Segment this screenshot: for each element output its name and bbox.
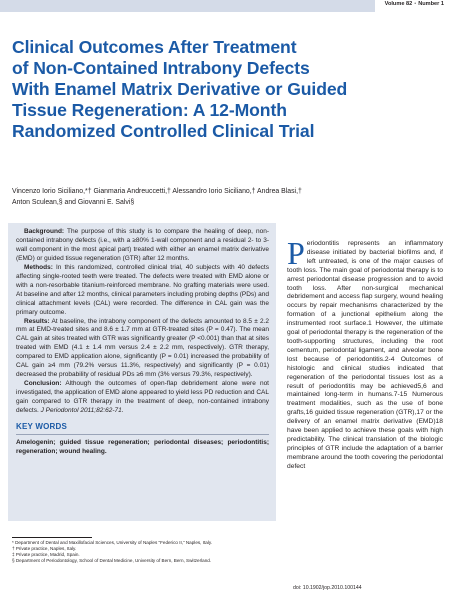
- author-line: Vincenzo Iorio Siciliano,*† Gianmaria Andreuccetti,† Alessandro Iorio Siciliano,† Andrea Blasi,†: [12, 188, 302, 195]
- title-line: Randomized Controlled Clinical Trial: [12, 121, 315, 141]
- methods-label: Methods:: [24, 263, 53, 271]
- article-title: [12, 37, 444, 142]
- number-label: Number 1: [418, 1, 444, 7]
- abstract-methods: [16, 264, 269, 318]
- conclusion-text: Although the outcomes of open-flap debridement alone were not investigated, the application of EMD alone appeared to yield less PD reduction and CAL gain compared to GTR therapy in the treatment of deep, non-contained intrabony defects.: [16, 380, 269, 415]
- keywords-text: Amelogenin; guided tissue regeneration; periodontal diseases; periodontitis; regeneration; wound healing.: [16, 438, 269, 455]
- footnote: † Private practice, Naples, Italy.: [12, 545, 77, 551]
- title-line: Tissue Regeneration: A 12-Month: [12, 100, 287, 120]
- background-text: The purpose of this study is to compare the healing of deep, non-contained intrabony defects (i.e., with a ≥80% 1-wall component and a residual 2- to 3-wall component in the most apical part) treated with either an enamel matrix derivative (EMD) or guided tissue regeneration (GTR) after 12 months.: [16, 228, 269, 262]
- abstract-background: [16, 228, 269, 264]
- results-label: Results:: [24, 317, 50, 325]
- footnote: ‡ Private practice, Madrid, Spain.: [12, 552, 80, 557]
- title-line: Clinical Outcomes After Treatment: [12, 37, 297, 57]
- keywords-heading: KEY WORDS: [16, 422, 67, 432]
- volume-number: [385, 1, 444, 7]
- title-line: of Non-Contained Intrabony Defects: [12, 58, 310, 78]
- journal-header-bar: [0, 0, 449, 12]
- footnote: § Department of Periodontology, School of Dental Medicine, University of Bern, Bern, Switzerland.: [12, 558, 212, 564]
- methods-text: In this randomized, controlled clinical trial, 40 subjects with 40 defects affecting single-rooted teeth were treated. The defects were treated with EMD alone or with a non-resorbable titanium-reinforced membrane. No grafting materials were used. At baseline and after 12 months, clinical parameters including probing depths (PDs) and clinical attachment levels (CAL) were recorded. The difference in CAL gain was the primary outcome.: [16, 263, 269, 316]
- citation: J Periodontol 2011;82:62-71.: [40, 407, 124, 415]
- keywords-divider: [16, 434, 269, 435]
- doi-label[interactable]: doi: 10.1902/jop.2010.100144: [293, 585, 362, 591]
- background-label: Background:: [24, 228, 65, 235]
- conclusion-label: Conclusion:: [24, 380, 62, 388]
- abstract-conclusion: [16, 380, 269, 416]
- volume-separator: •: [414, 1, 417, 7]
- volume-label: Volume 82: [384, 1, 413, 7]
- title-line: With Enamel Matrix Derivative or Guided: [12, 79, 348, 99]
- footnote-divider: [12, 537, 92, 538]
- author-list: [12, 186, 444, 208]
- drop-cap: P: [287, 235, 305, 271]
- footnote: * Department of Dental and Maxillofacial Sciences, University of Naples “Federico II,” Naples, Italy.: [12, 539, 213, 545]
- header-color-band: [0, 0, 375, 12]
- body-text: eriodontitis represents an inflammatory disease initiated by bacterial biofilms and, if left untreated, is one of the major causes of tooth loss. The main goal of periodontal therapy is to arrest periodontal disease progression and to avoid tooth loss. After non-surgical mechanical debridement and access flap surgery, wound healing occurs by repair mechanisms characterized by the formation of a junctional epithelium along the instrumented root surface.1 However, the ultimate goal of periodontal therapy is the regeneration of the tooth-supporting structures, including the root cementum, periodontal ligament, and alveolar bone lost because of periodontitis.2-4 Outcomes of histologic and clinical studies indicated that regeneration of the periodontal tissues lost as a result of periodontitis may be achieved5,6 and maintained long-term in humans.7-15 Numerous treatment modalities, such as the use of bone grafts,16 guided tissue regeneration (GTR),17 or the delivery of an enamel matrix derivative (EMD)18 have been applied to achieve these goals with high predictability. The clinical translation of the biologic principles of GTR include the adaptation of a barrier membrane around the tooth covering the periodontal defect: [287, 240, 444, 470]
- abstract-box: [8, 223, 276, 521]
- results-text: At baseline, the intrabony component of the defects amounted to 8.5 ± 2.2 mm at EMD-treated sites and 8.6 ± 1.7 mm at GTR-treated sites (P = 0.47). The mean CAL gain at sites treated with GTR was significantly greater (P <0.001) than that at sites treated with EMD (4.1 ± 1.4 mm versus 2.4 ± 2.2 mm, respectively). GTR therapy, compared to EMD application alone, significantly (P = 0.01) increased the probability of CAL gain ≥4 mm (79.2% versus 11.3%, respectively) and significantly (P = 0.01) decreased the probability of residual PDs ≥6 mm (3% versus 79.3%, respectively).: [16, 317, 269, 379]
- body-column: [287, 235, 444, 472]
- abstract-results: [16, 318, 269, 381]
- affiliation-footnotes: [12, 537, 274, 564]
- author-line: Anton Sculean,§ and Giovanni E. Salvi§: [12, 199, 135, 206]
